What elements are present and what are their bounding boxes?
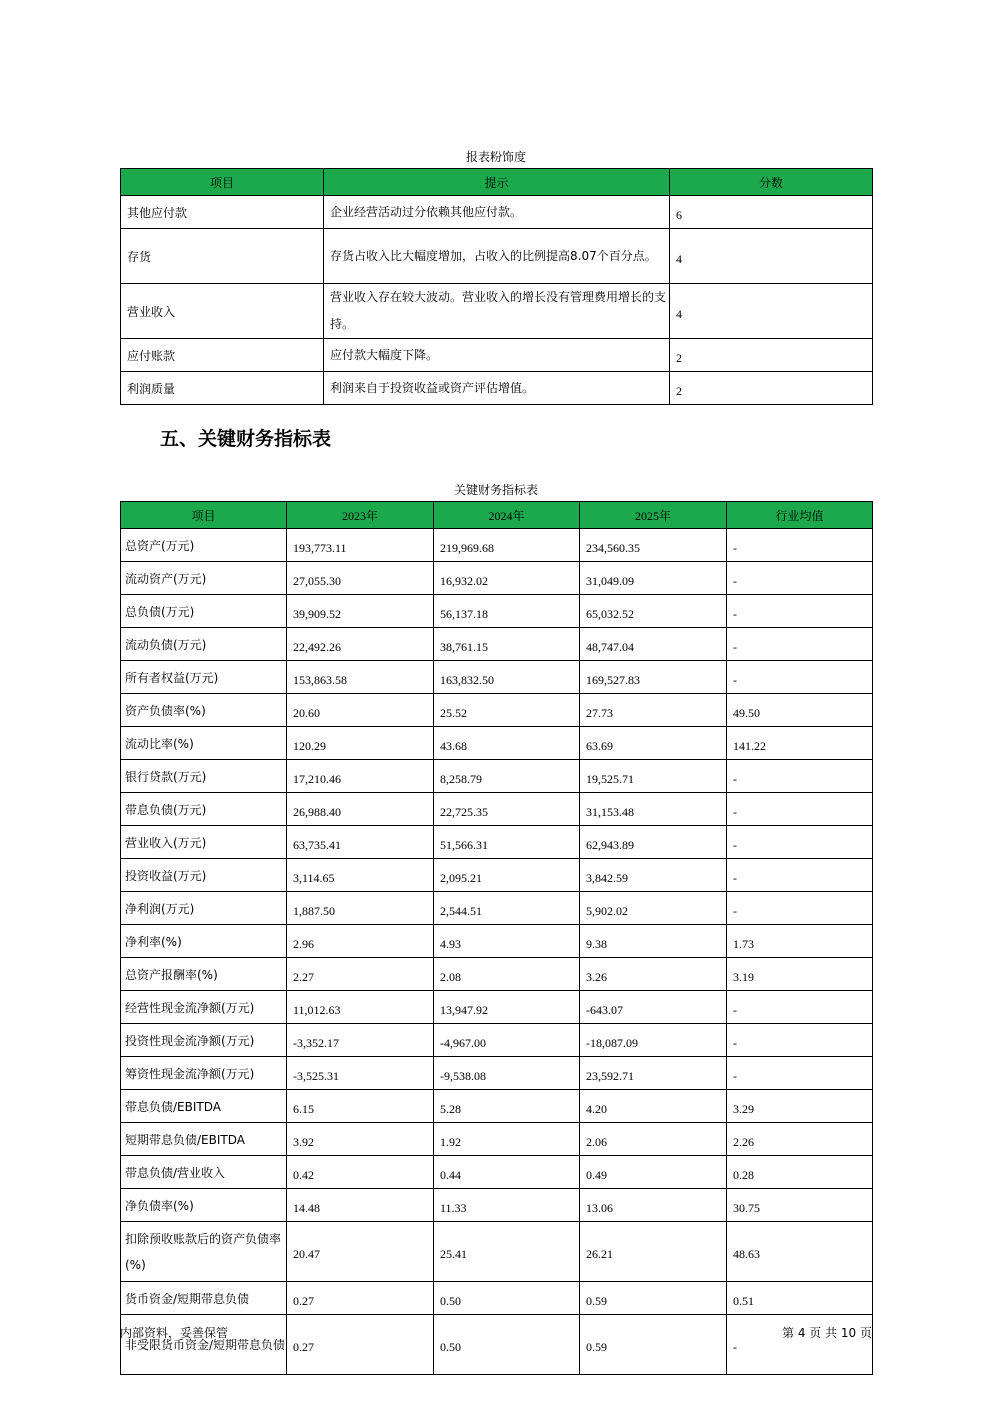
value-2025: 234,560.35: [580, 529, 727, 562]
value-2023: 153,863.58: [287, 661, 434, 694]
value-2024: 8,258.79: [434, 760, 580, 793]
section-title: 五、关键财务指标表: [160, 428, 332, 450]
header-2023: 2023年: [287, 502, 434, 529]
row-item: 筹资性现金流净额(万元): [121, 1057, 287, 1090]
value-industry-avg: -: [727, 1024, 873, 1057]
table-row: [121, 1123, 873, 1156]
value-2024: 43.68: [434, 727, 580, 760]
value-2024: 25.52: [434, 694, 580, 727]
table-row: [121, 793, 873, 826]
table-row: [121, 628, 873, 661]
value-2023: 0.27: [287, 1282, 434, 1315]
row-item: 总负债(万元): [121, 595, 287, 628]
value-2025: 13.06: [580, 1189, 727, 1222]
row-hint: 应付款大幅度下降。: [324, 339, 670, 372]
value-2024: 0.50: [434, 1315, 580, 1375]
value-2023: 63,735.41: [287, 826, 434, 859]
row-item: 带息负债(万元): [121, 793, 287, 826]
row-item: 其他应付款: [121, 196, 324, 229]
table-row: [121, 727, 873, 760]
value-2025: 0.59: [580, 1315, 727, 1375]
value-2025: 26.21: [580, 1222, 727, 1282]
value-2024: 56,137.18: [434, 595, 580, 628]
value-2023: 2.96: [287, 925, 434, 958]
header-item: 项目: [121, 502, 287, 529]
row-score: 2: [670, 372, 873, 405]
value-2024: 2,544.51: [434, 892, 580, 925]
value-2023: 3.92: [287, 1123, 434, 1156]
value-2025: 65,032.52: [580, 595, 727, 628]
value-2025: -643.07: [580, 991, 727, 1024]
row-score: 4: [670, 229, 873, 284]
value-2025: 0.59: [580, 1282, 727, 1315]
table-row: [121, 694, 873, 727]
value-industry-avg: -: [727, 595, 873, 628]
table-row: [121, 284, 873, 339]
value-industry-avg: -: [727, 628, 873, 661]
header-2024: 2024年: [434, 502, 580, 529]
value-2024: 2.08: [434, 958, 580, 991]
table-row: [121, 562, 873, 595]
value-2025: 3.26: [580, 958, 727, 991]
row-hint: 存货占收入比大幅度增加，占收入的比例提高8.07个百分点。: [324, 229, 670, 284]
value-2025: 62,943.89: [580, 826, 727, 859]
row-item: 应付账款: [121, 339, 324, 372]
row-item: 资产负债率(%): [121, 694, 287, 727]
value-2023: -3,525.31: [287, 1057, 434, 1090]
value-2025: 2.06: [580, 1123, 727, 1156]
table-row: [121, 958, 873, 991]
table-header-row: [121, 502, 873, 529]
table-row: [121, 1282, 873, 1315]
value-2023: 39,909.52: [287, 595, 434, 628]
value-2024: 1.92: [434, 1123, 580, 1156]
value-2024: 0.44: [434, 1156, 580, 1189]
table-row: [121, 1024, 873, 1057]
report-quality-table: [120, 168, 873, 405]
value-2023: 120.29: [287, 727, 434, 760]
value-2023: 27,055.30: [287, 562, 434, 595]
finance-table-caption: 关键财务指标表: [453, 483, 538, 497]
header-item: 项目: [121, 169, 324, 196]
value-industry-avg: -: [727, 793, 873, 826]
row-score: 4: [670, 284, 873, 339]
value-2025: 9.38: [580, 925, 727, 958]
row-score: 2: [670, 339, 873, 372]
value-industry-avg: -: [727, 892, 873, 925]
value-industry-avg: 2.26: [727, 1123, 873, 1156]
value-industry-avg: 3.19: [727, 958, 873, 991]
value-2025: 31,049.09: [580, 562, 727, 595]
value-2025: 19,525.71: [580, 760, 727, 793]
value-2025: 5,902.02: [580, 892, 727, 925]
row-item: 流动负债(万元): [121, 628, 287, 661]
row-item: 净负债率(%): [121, 1189, 287, 1222]
row-item: 流动比率(%): [121, 727, 287, 760]
value-2024: 38,761.15: [434, 628, 580, 661]
value-2024: 4.93: [434, 925, 580, 958]
table-row: [121, 760, 873, 793]
table-row: [121, 529, 873, 562]
row-item: 流动资产(万元): [121, 562, 287, 595]
value-2024: -9,538.08: [434, 1057, 580, 1090]
value-2023: -3,352.17: [287, 1024, 434, 1057]
row-item: 营业收入: [121, 284, 324, 339]
row-item: 投资性现金流净额(万元): [121, 1024, 287, 1057]
value-2024: 22,725.35: [434, 793, 580, 826]
value-2023: 0.42: [287, 1156, 434, 1189]
row-item: 利润质量: [121, 372, 324, 405]
value-industry-avg: 0.28: [727, 1156, 873, 1189]
value-industry-avg: -: [727, 826, 873, 859]
value-2023: 26,988.40: [287, 793, 434, 826]
value-2023: 11,012.63: [287, 991, 434, 1024]
value-2025: 23,592.71: [580, 1057, 727, 1090]
table-row: [121, 595, 873, 628]
value-industry-avg: 30.75: [727, 1189, 873, 1222]
row-item: 非受限货币资金/短期带息负债: [121, 1315, 287, 1375]
table-row: [121, 1090, 873, 1123]
row-item: 净利率(%): [121, 925, 287, 958]
table-row: [121, 826, 873, 859]
table-row: [121, 1057, 873, 1090]
value-2024: -4,967.00: [434, 1024, 580, 1057]
value-industry-avg: -: [727, 1315, 873, 1375]
value-industry-avg: 141.22: [727, 727, 873, 760]
table-row: [121, 892, 873, 925]
row-item: 净利润(万元): [121, 892, 287, 925]
value-2024: 25.41: [434, 1222, 580, 1282]
value-2023: 1,887.50: [287, 892, 434, 925]
table-row: [121, 661, 873, 694]
value-2023: 20.47: [287, 1222, 434, 1282]
value-2023: 2.27: [287, 958, 434, 991]
value-2025: -18,087.09: [580, 1024, 727, 1057]
value-industry-avg: -: [727, 1057, 873, 1090]
value-2024: 11.33: [434, 1189, 580, 1222]
value-industry-avg: 48.63: [727, 1222, 873, 1282]
table-row: [121, 1222, 873, 1282]
row-item: 带息负债/营业收入: [121, 1156, 287, 1189]
value-2024: 2,095.21: [434, 859, 580, 892]
value-2024: 51,566.31: [434, 826, 580, 859]
value-industry-avg: -: [727, 529, 873, 562]
value-2023: 22,492.26: [287, 628, 434, 661]
table-row: [121, 339, 873, 372]
value-industry-avg: 3.29: [727, 1090, 873, 1123]
value-2023: 193,773.11: [287, 529, 434, 562]
value-2025: 0.49: [580, 1156, 727, 1189]
value-2023: 14.48: [287, 1189, 434, 1222]
header-score: 分数: [670, 169, 873, 196]
value-2025: 48,747.04: [580, 628, 727, 661]
table-row: [121, 229, 873, 284]
table-row: [121, 1156, 873, 1189]
row-item: 总资产报酬率(%): [121, 958, 287, 991]
value-industry-avg: -: [727, 661, 873, 694]
value-2024: 0.50: [434, 1282, 580, 1315]
row-hint: 企业经营活动过分依赖其他应付款。: [324, 196, 670, 229]
footer-confidential-note: 内部资料，妥善保管: [120, 1326, 229, 1340]
table-row: [121, 372, 873, 405]
value-2024: 219,969.68: [434, 529, 580, 562]
value-industry-avg: -: [727, 760, 873, 793]
header-hint: 提示: [324, 169, 670, 196]
value-2023: 0.27: [287, 1315, 434, 1375]
row-item: 带息负债/EBITDA: [121, 1090, 287, 1123]
value-2025: 169,527.83: [580, 661, 727, 694]
row-item: 所有者权益(万元): [121, 661, 287, 694]
table-row: [121, 1189, 873, 1222]
row-item: 投资收益(万元): [121, 859, 287, 892]
value-2025: 31,153.48: [580, 793, 727, 826]
value-2024: 13,947.92: [434, 991, 580, 1024]
row-item: 短期带息负债/EBITDA: [121, 1123, 287, 1156]
row-item: 扣除预收账款后的资产负债率(%): [121, 1222, 287, 1282]
row-score: 6: [670, 196, 873, 229]
value-2023: 17,210.46: [287, 760, 434, 793]
row-item: 货币资金/短期带息负债: [121, 1282, 287, 1315]
table-row: [121, 1315, 873, 1375]
value-industry-avg: 0.51: [727, 1282, 873, 1315]
row-item: 经营性现金流净额(万元): [121, 991, 287, 1024]
value-industry-avg: -: [727, 991, 873, 1024]
row-hint: 利润来自于投资收益或资产评估增值。: [324, 372, 670, 405]
row-item: 存货: [121, 229, 324, 284]
value-2024: 5.28: [434, 1090, 580, 1123]
value-industry-avg: -: [727, 859, 873, 892]
value-2023: 20.60: [287, 694, 434, 727]
value-industry-avg: 1.73: [727, 925, 873, 958]
table-row: [121, 859, 873, 892]
report-table-caption: 报表粉饰度: [465, 150, 526, 164]
value-industry-avg: 49.50: [727, 694, 873, 727]
value-2024: 16,932.02: [434, 562, 580, 595]
table-row: [121, 991, 873, 1024]
table-header-row: [121, 169, 873, 196]
row-item: 营业收入(万元): [121, 826, 287, 859]
value-2025: 4.20: [580, 1090, 727, 1123]
table-row: [121, 196, 873, 229]
value-2023: 6.15: [287, 1090, 434, 1123]
key-finance-table: [120, 501, 873, 1375]
row-item: 总资产(万元): [121, 529, 287, 562]
header-industry-avg: 行业均值: [727, 502, 873, 529]
footer-page-number: 第 4 页 共 10 页: [782, 1326, 872, 1340]
value-2025: 27.73: [580, 694, 727, 727]
table-row: [121, 925, 873, 958]
value-2025: 3,842.59: [580, 859, 727, 892]
header-2025: 2025年: [580, 502, 727, 529]
value-2025: 63.69: [580, 727, 727, 760]
row-hint: 营业收入存在较大波动。营业收入的增长没有管理费用增长的支持。: [324, 284, 670, 339]
row-item: 银行贷款(万元): [121, 760, 287, 793]
value-2023: 3,114.65: [287, 859, 434, 892]
value-industry-avg: -: [727, 562, 873, 595]
value-2024: 163,832.50: [434, 661, 580, 694]
